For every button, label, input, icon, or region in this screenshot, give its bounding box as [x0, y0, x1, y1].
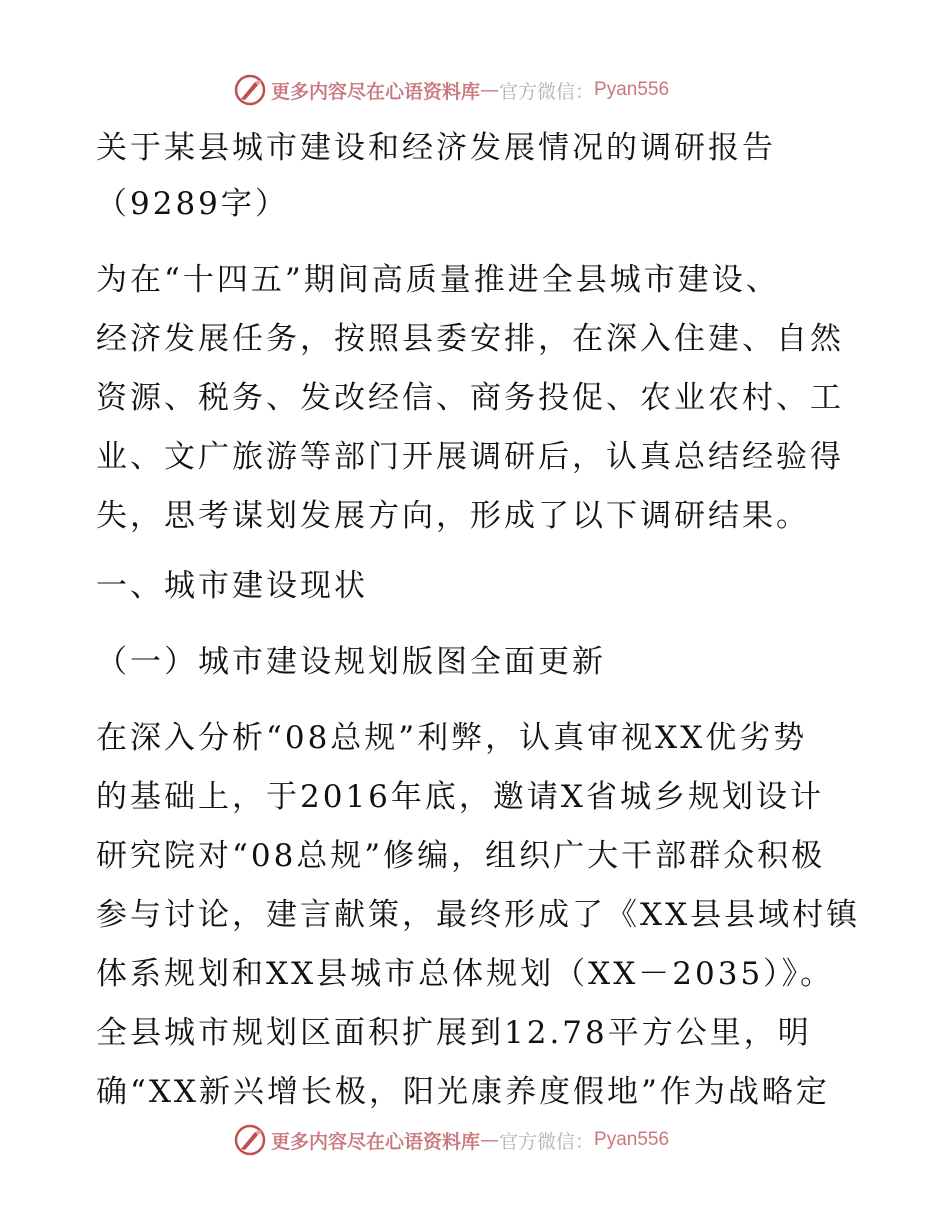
watermark-wechat-id: Pyan556 [594, 79, 670, 100]
header-watermark [233, 72, 669, 108]
watermark-site-text: 更多内容尽在心语资料库 [271, 80, 481, 103]
footer-watermark [233, 1122, 669, 1158]
watermark-site-text: 更多内容尽在心语资料库 [271, 1130, 481, 1153]
body-paragraph-line: 的基础上，于2016年底，邀请X省城乡规划设计 [96, 779, 824, 815]
intro-paragraph-line: 失，思考谋划发展方向，形成了以下调研结果。 [96, 498, 810, 534]
watermark-separator: — [480, 79, 500, 101]
intro-paragraph-line: 业、文广旅游等部门开展调研后，认真总结经验得 [96, 439, 844, 475]
quill-logo-icon [233, 73, 267, 107]
document-title-line-2: （9289字） [96, 186, 289, 222]
body-paragraph-line: 确“XX新兴增长极，阳光康养度假地”作为战略定 [96, 1074, 830, 1110]
body-paragraph-line: 全县城市规划区面积扩展到12.78平方公里，明 [96, 1015, 812, 1051]
intro-paragraph-line: 为在“十四五”期间高质量推进全县城市建设、 [96, 262, 780, 298]
body-paragraph-line: 体系规划和XX县城市总体规划（XX－2035）》。 [96, 956, 835, 992]
body-paragraph-line: 在深入分析“08总规”利弊，认真审视XX优劣势 [96, 720, 808, 756]
quill-logo-icon [233, 1123, 267, 1157]
intro-paragraph-line: 资源、税务、发改经信、商务投促、农业农村、工 [96, 380, 844, 416]
section-heading: 一、城市建设现状 [96, 568, 368, 604]
subsection-heading: （一）城市建设规划版图全面更新 [96, 644, 606, 680]
watermark-wechat-label: 官方微信： [499, 80, 595, 103]
body-paragraph-line: 研究院对“08总规”修编，组织广大干部群众积极 [96, 838, 826, 874]
watermark-separator: — [480, 1129, 500, 1151]
watermark-wechat-label: 官方微信： [499, 1130, 595, 1153]
watermark-wechat-id: Pyan556 [594, 1129, 670, 1150]
document-title-line-1: 关于某县城市建设和经济发展情况的调研报告 [96, 130, 776, 166]
body-paragraph-line: 参与讨论，建言献策，最终形成了《XX县县域村镇 [96, 897, 861, 933]
intro-paragraph-line: 经济发展任务，按照县委安排，在深入住建、自然 [96, 321, 844, 357]
